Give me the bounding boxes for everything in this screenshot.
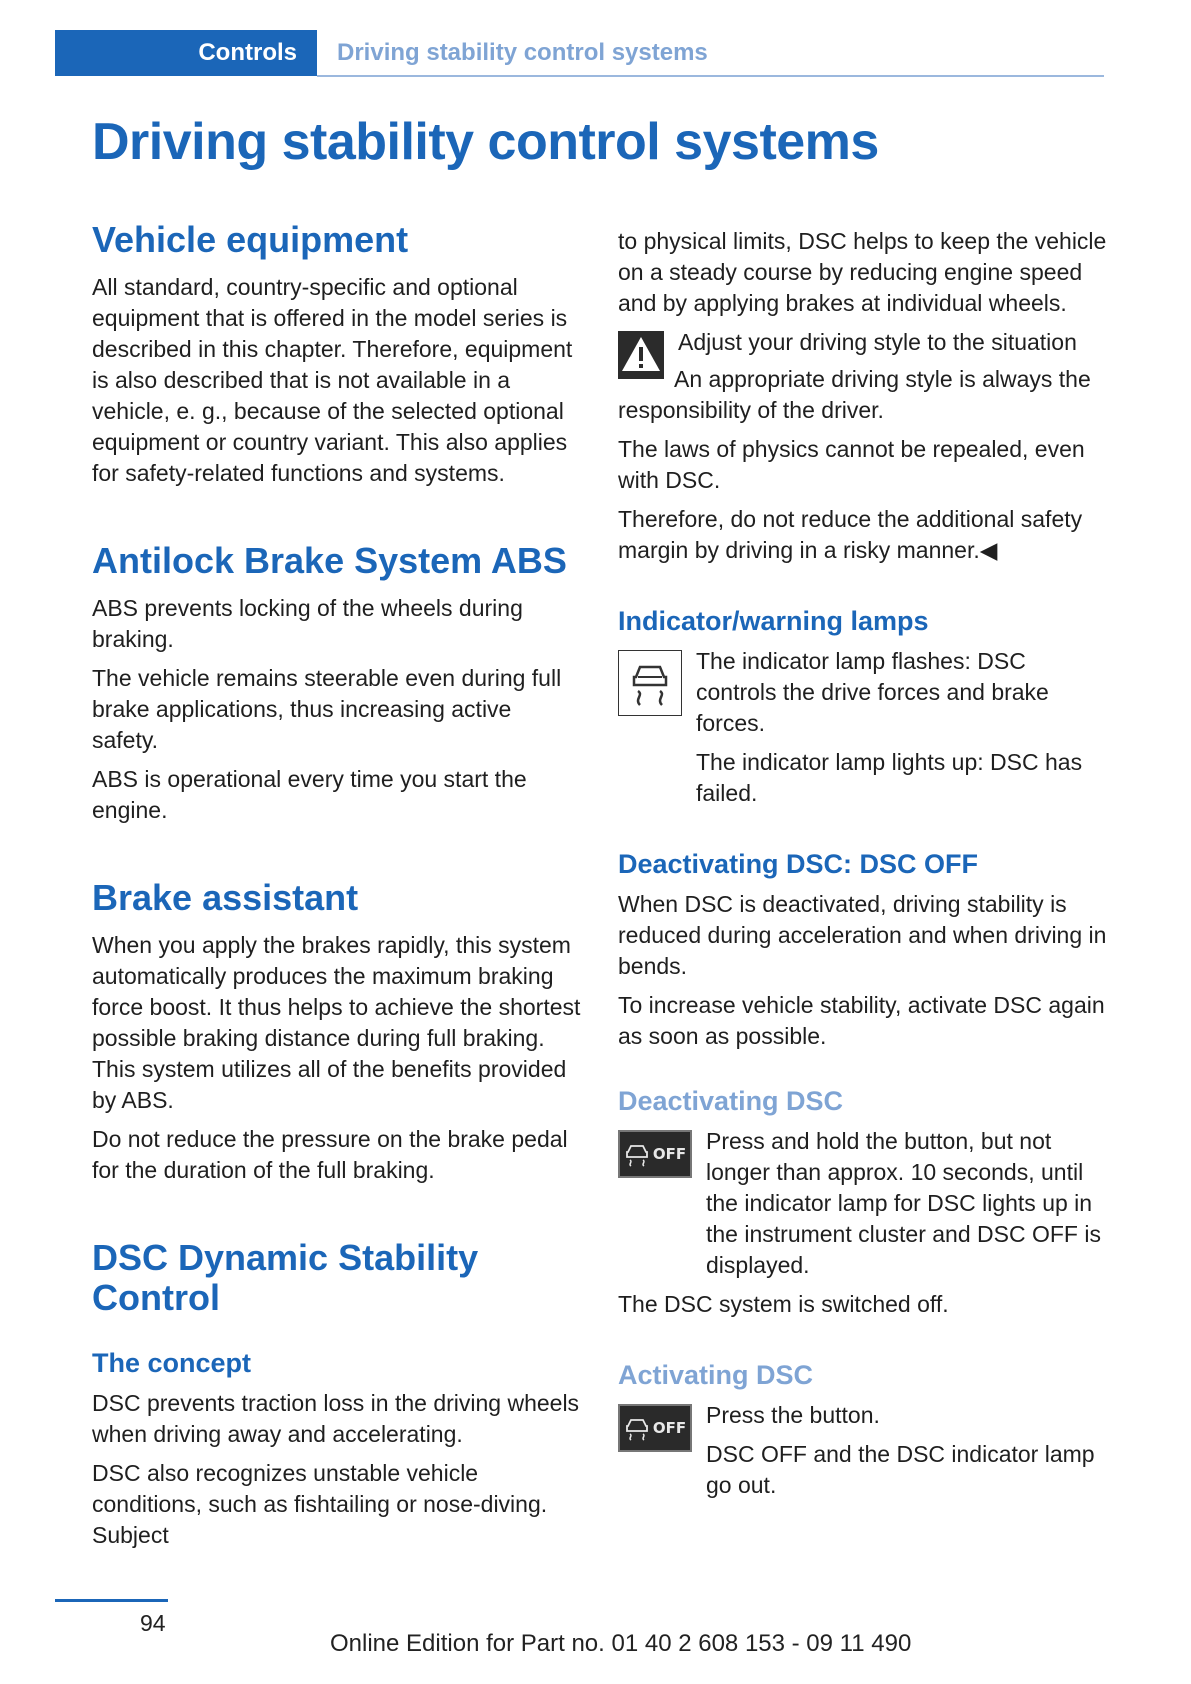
paragraph: Press the button. — [706, 1402, 880, 1428]
heading-dsc-off: Deactivating DSC: DSC OFF — [618, 849, 979, 879]
paragraph: Do not reduce the pressure on the brake pedal for the duration of the full braking. — [92, 1126, 568, 1183]
paragraph: DSC OFF and the DSC indicator lamp go out. — [706, 1441, 1095, 1498]
dsc-indicator-lamp-icon — [618, 650, 682, 817]
paragraph: The indicator lamp flashes: DSC controls the drive forces and brake forces. — [696, 648, 1049, 736]
paragraph: The laws of physics cannot be repealed, even with DSC. — [618, 436, 1085, 493]
heading-vehicle-equipment: Vehicle equipment — [92, 219, 409, 260]
paragraph: DSC prevents traction loss in the driving wheels when driving away and accelerating. — [92, 1390, 580, 1447]
paragraph: The DSC system is switched off. — [618, 1291, 949, 1317]
section-tab: Controls — [55, 30, 317, 76]
left-column — [92, 220, 582, 1559]
heading-abs: Antilock Brake System ABS — [92, 540, 567, 581]
paragraph: DSC also recognizes unstable vehicle conditions, such as fishtailing or nose-diving. Subject — [92, 1460, 548, 1548]
page-number: 94 — [140, 1610, 166, 1636]
heading-indicator-lamps: Indicator/warning lamps — [618, 606, 929, 636]
warning-title: Adjust your driving style to the situation — [678, 329, 1077, 355]
paragraph: When you apply the brakes rapidly, this system automatically produces the maximum braking force boost. It thus helps to achieve the shortest possible braking distance during full braking. This system utilizes all of the benefits provided by ABS. — [92, 932, 581, 1113]
indicator-note — [618, 646, 1108, 817]
footer-rule — [55, 1599, 168, 1602]
header-rule — [317, 75, 1104, 77]
paragraph: The indicator lamp lights up: DSC has failed. — [696, 749, 1083, 806]
page-title: Driving stability control systems — [92, 113, 879, 171]
heading-deactivating-dsc: Deactivating DSC — [618, 1086, 844, 1116]
section-brake-assistant — [92, 878, 582, 1186]
paragraph: Therefore, do not reduce the additional safety margin by driving in a risky manner.◀ — [618, 506, 1083, 563]
off-label: OFF — [652, 1419, 687, 1437]
heading-concept: The concept — [92, 1348, 252, 1378]
dsc-off-button-icon — [618, 1130, 692, 1289]
paragraph: All standard, country-specific and optional equipment that is offered in the model series is described in this chapter. Therefore, equipment is also described that is not available in a vehicle, e. g., because of the selected optional equipment or country variant. This also applies for safety-related functions and systems. — [92, 274, 573, 486]
paragraph: An appropriate driving style is always the responsibility of the driver. — [618, 366, 1091, 423]
paragraph: ABS prevents locking of the wheels during braking. — [92, 595, 523, 652]
section-vehicle-equipment — [92, 220, 582, 489]
section-abs — [92, 541, 582, 826]
dsc-off-button-icon — [618, 1404, 692, 1509]
paragraph: The vehicle remains steerable even during full brake applications, thus increasing active safety. — [92, 665, 562, 753]
paragraph: to physical limits, DSC helps to keep the vehicle on a steady course by reducing engine speed and by applying brakes at individual wheels. — [618, 228, 1107, 316]
activate-instruction — [618, 1400, 1108, 1509]
edition-note: Online Edition for Part no. 01 40 2 608 153 - 09 11 490 — [330, 1630, 912, 1657]
heading-brake-assistant: Brake assistant — [92, 877, 359, 918]
section-dsc — [92, 1238, 582, 1551]
paragraph: Press and hold the button, but not longer than approx. 10 seconds, until the indicator lamp for DSC lights up in the instrument cluster and DSC OFF is displayed. — [706, 1128, 1101, 1278]
heading-activating-dsc: Activating DSC — [618, 1360, 814, 1390]
off-label: OFF — [652, 1145, 687, 1163]
deactivate-instruction — [618, 1126, 1108, 1289]
paragraph: ABS is operational every time you start the engine. — [92, 766, 527, 823]
warning-triangle-icon — [618, 331, 664, 384]
heading-dsc: DSC Dynamic Stability Control — [92, 1237, 479, 1318]
paragraph: To increase vehicle stability, activate DSC again as soon as possible. — [618, 992, 1105, 1049]
paragraph: When DSC is deactivated, driving stability is reduced during acceleration and when driving in bends. — [618, 891, 1107, 979]
right-column — [618, 226, 1108, 1509]
breadcrumb: Driving stability control systems — [337, 39, 708, 66]
